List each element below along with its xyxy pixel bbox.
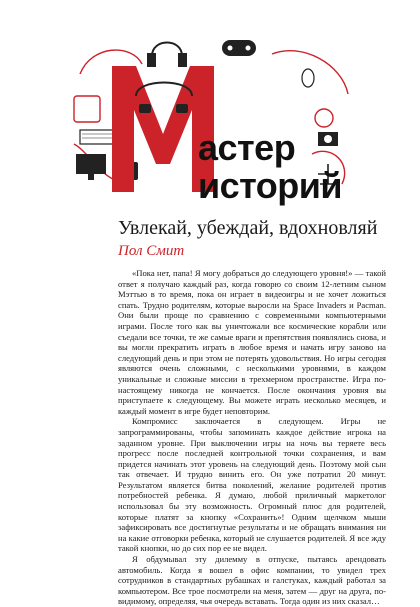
article-headline: Увлекай, убеждай, вдохновляй <box>118 217 378 239</box>
game-controller-icon <box>222 40 256 56</box>
masthead-line-2: историй <box>198 165 343 206</box>
camera-icon <box>318 132 338 146</box>
article-paragraph: «Пока нет, папа! Я могу добраться до следующего уровня!» — такой ответ я получаю каждый раз, когда говорю со своим 12-летним сыном Мэттью в то время, пока он играет в видеоигры и не хочет ложиться спать. Трудно родителям, которые выросли на Space Invaders и Pacman. Они были проще по сравнению с современными компьютерными играми. После того как вы уничтожали все космические корабли или съедали все точки, те же самые враги и препятствия появлялись снова, и вы могли прекратить играть в любое время и начать игру заново на следующий день и при этом не потерять удовольствия. Но игры сегодня являются очень сложными, с несколькими уровнями, в каждом уникальные и сложные миссии в трехмерном пространстве. Игра по-настоящему никогда не кончается. После окончания уровня вы приступаете к следующему. Вы можете играть несколько месяцев, и каждый момент в игре будет неповторим. <box>118 268 386 416</box>
article-paragraph: Я обдумывал эту дилемму в отпуске, пытаясь арендовать автомобиль. Когда я вошел в офис компании, то увидел трех сотрудников в стандартных рубашках и галстуках, каждый работал за компьютером. Все трое посмотрели на меня, затем — друг на друга, по-видимому, определяя, чья очередь вставать. Тогда один из них сказал… <box>118 554 386 607</box>
article-paragraph: Компромисс заключается в следующем. Игры не запрограммированы, чтобы запоминать каждое действие игрока на заданном уровне. При выключении игры на ночь вы теряете весь прогресс после последней контрольной точки сохранения, и вам придется начинать этот уровень на следующий день. Поэтому мой сын так отвечает. И трудно винить его. Он уже потратил 20 минут. Результатом является битва поколений, желание родителей против потребностей ребенка. Я думаю, любой приличный маркетолог использовал бы эту возможность. Огромный плюс для родителей, которые платят за кнопку «Сохранить»! Одним щелчком мыши зафиксировать все достигнутые результаты и не обращать внимания ни на какие отговорки ребенка, который не слушается родителей. Я все жду такой кнопки, но до сих пор ее не видел. <box>118 416 386 554</box>
article-author: Пол Смит <box>118 243 185 259</box>
headphones-icon <box>148 43 186 67</box>
mouse-icon <box>302 69 314 87</box>
monitor-icon <box>76 154 106 180</box>
article-body <box>118 268 386 607</box>
masthead-line-1: астер <box>198 127 296 168</box>
